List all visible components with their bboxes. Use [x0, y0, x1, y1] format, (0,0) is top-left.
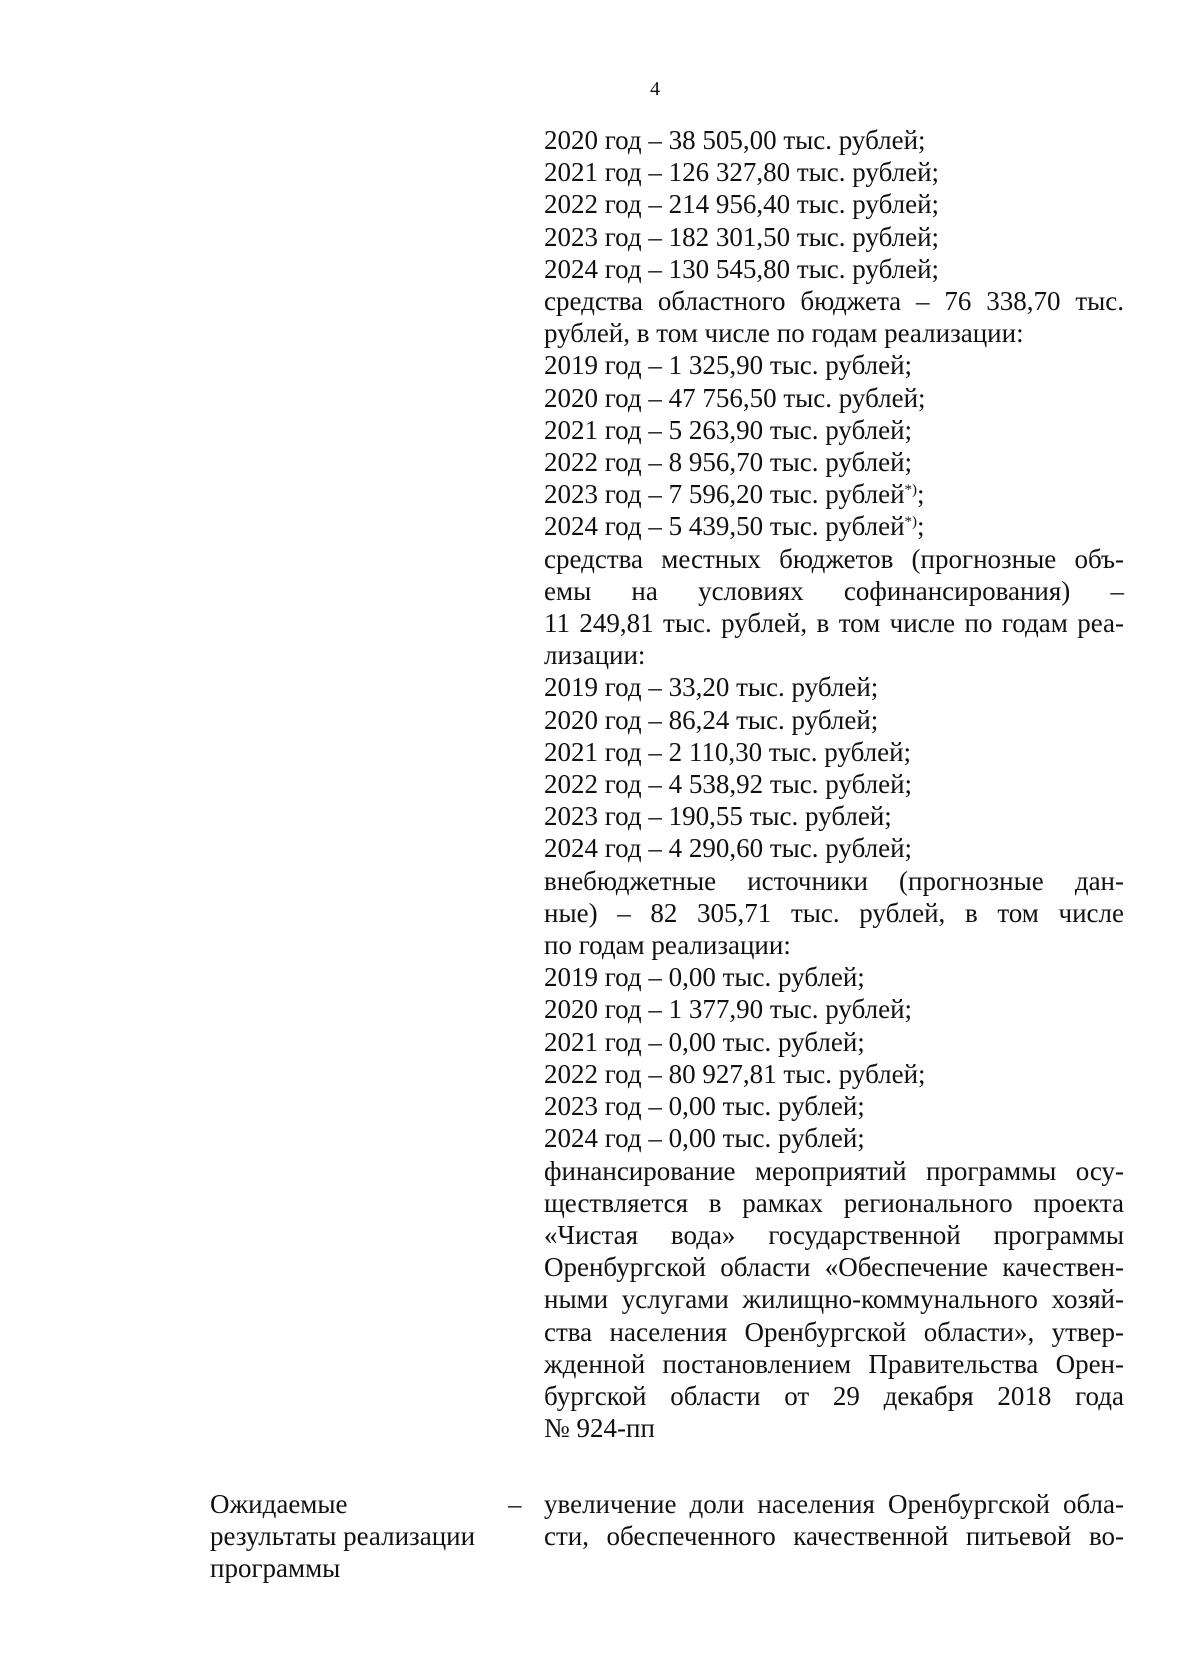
text-line: 2022 год – 214 956,40 тыс. рублей;: [544, 189, 940, 220]
text-line: «Чистая вода» государственной программы: [544, 1219, 1124, 1250]
footnote-line-text: 2023 год – 7 596,20 тыс. рублей: [544, 479, 905, 510]
text-line: 2021 год – 5 263,90 тыс. рублей;: [544, 414, 913, 445]
text-line: ществляется в рамках регионального проекта: [544, 1187, 1124, 1218]
text-line: ные) – 82 305,71 тыс. рублей, в том числе: [544, 897, 1124, 928]
text-line: 2022 год – 8 956,70 тыс. рублей;: [544, 447, 913, 478]
text-line: увеличение доли населения Оренбургской обла-: [544, 1489, 1124, 1519]
text-line: 2021 год – 0,00 тыс. рублей;: [544, 1026, 865, 1057]
footnote-line-end: ;: [917, 511, 925, 542]
text-line: Оренбургской области «Обеспечение качествен-: [544, 1252, 1124, 1283]
text-line: 2024 год – 130 545,80 тыс. рублей;: [544, 253, 940, 284]
text-line: 2020 год – 47 756,50 тыс. рублей;: [544, 382, 926, 413]
text-line: 2024 год – 4 290,60 тыс. рублей;: [544, 833, 913, 864]
text-line: 2023 год – 182 301,50 тыс. рублей;: [544, 221, 940, 252]
text-line: рублей, в том числе по годам реализации:: [544, 318, 1024, 349]
text-line: 11 249,81 тыс. рублей, в том числе по годам реа-: [544, 608, 1124, 639]
expected-results-text: [544, 1488, 1124, 1552]
text-line: 2021 год – 126 327,80 тыс. рублей;: [544, 157, 940, 188]
text-line: 2019 год – 33,20 тыс. рублей;: [544, 672, 879, 703]
text-line: средства областного бюджета – 76 338,70 тыс.: [544, 286, 1124, 317]
text-line: ными услугами жилищно-коммунального хозяй-: [544, 1284, 1124, 1315]
text-line: 2020 год – 1 377,90 тыс. рублей;: [544, 994, 913, 1025]
text-line: 2022 год – 4 538,92 тыс. рублей;: [544, 769, 913, 800]
text-line: 2024 год – 0,00 тыс. рублей;: [544, 1123, 865, 1154]
label-dash: –: [508, 1489, 522, 1519]
financing-column: [544, 124, 1124, 1444]
text-line: финансирование мероприятий программы осу-: [544, 1155, 1124, 1186]
label-line: программы: [210, 1553, 341, 1584]
footnote-mark: *): [904, 514, 918, 531]
footnote-mark: *): [904, 482, 918, 499]
footnote-line-text: 2024 год – 5 439,50 тыс. рублей: [544, 511, 905, 542]
text-line: № 924-пп: [544, 1413, 655, 1444]
text-line: 2022 год – 80 927,81 тыс. рублей;: [544, 1058, 926, 1089]
text-line: емы на условиях софинансирования) –: [544, 575, 1124, 606]
financing-lower: [544, 543, 1124, 1445]
text-line: сти, обеспеченного качественной питьевой во-: [544, 1521, 1124, 1552]
text-line: средства местных бюджетов (прогнозные объ-: [544, 543, 1124, 574]
text-line: 2019 год – 1 325,90 тыс. рублей;: [544, 350, 913, 381]
financing-upper: [544, 124, 1124, 478]
text-line: лизации:: [544, 640, 646, 671]
text-line: 2021 год – 2 110,30 тыс. рублей;: [544, 736, 912, 767]
text-line: 2019 год – 0,00 тыс. рублей;: [544, 962, 865, 993]
text-line: 2020 год – 38 505,00 тыс. рублей;: [544, 125, 926, 155]
expected-results-label: [210, 1488, 510, 1585]
text-line: 2023 год – 0,00 тыс. рублей;: [544, 1091, 865, 1122]
footnote-line-end: ;: [917, 479, 925, 510]
text-line: жденной постановлением Правительства Орен-: [544, 1348, 1124, 1379]
page-number: 4: [650, 78, 660, 100]
text-line: 2023 год – 190,55 тыс. рублей;: [544, 801, 892, 832]
text-line: 2020 год – 86,24 тыс. рублей;: [544, 704, 879, 735]
text-line: ства населения Оренбургской области», утвер-: [544, 1316, 1124, 1347]
footnote-line: [544, 510, 1124, 542]
text-line: бургской области от 29 декабря 2018 года: [544, 1380, 1124, 1411]
label-line: Ожидаемые: [210, 1489, 348, 1519]
footnote-line: [544, 478, 1124, 510]
label-line: результаты реализации: [210, 1521, 476, 1552]
text-line: внебюджетные источники (прогнозные дан-: [544, 865, 1124, 896]
text-line: по годам реализации:: [544, 930, 791, 961]
